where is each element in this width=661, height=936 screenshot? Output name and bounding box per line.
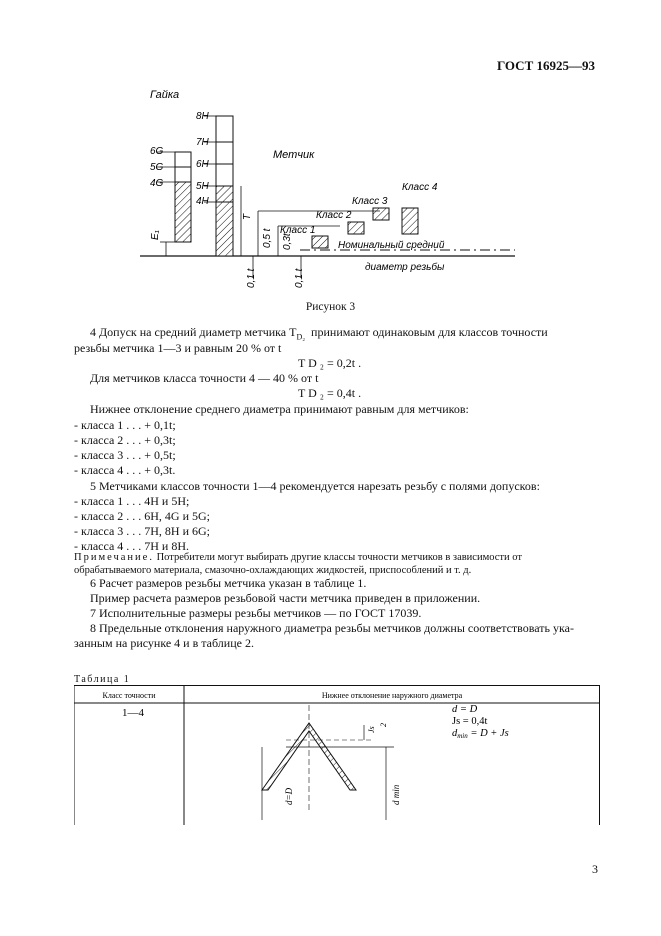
para-6b: Пример расчета размеров резьбовой части метчика приведен в приложении. <box>90 591 481 605</box>
label-nominal-1: Номинальный средний <box>338 240 445 251</box>
label-4h: 4H <box>196 196 209 207</box>
para-7: 7 Исполнительные размеры резьбы метчиков — по ГОСТ 17039. <box>90 606 422 620</box>
list1-item: - класса 3 . . . + 0,5t; <box>74 448 176 462</box>
label-tap: Метчик <box>273 149 315 161</box>
profile-label-d: d=D <box>284 787 294 805</box>
list2-item: - класса 4 . . . 7H и 8H. <box>74 539 190 553</box>
label-8h: 8H <box>196 111 209 122</box>
formula-1: T D ₂ = 0,2t . <box>298 356 362 370</box>
table-header-deviation: Нижнее отклонение наружного диаметра <box>321 691 463 700</box>
para-4-line4: Нижнее отклонение среднего диаметра принимают равным для метчиков: <box>90 402 469 416</box>
label-nominal-2: диаметр резьбы <box>365 262 445 273</box>
table-1 <box>74 685 600 825</box>
label-5g: 5G <box>150 162 164 173</box>
document-header: ГОСТ 16925—93 <box>496 58 595 73</box>
list1-item: - класса 1 . . . + 0,1t; <box>74 418 176 432</box>
list2-item: - класса 3 . . . 7H, 8H и 6G; <box>74 524 211 538</box>
label-class4: Класс 4 <box>402 182 438 193</box>
list1-item: - класса 4 . . . + 0,3t. <box>74 463 176 477</box>
label-class2: Класс 2 <box>316 210 352 221</box>
label-class1: Класс 1 <box>280 225 316 236</box>
formula-2: T D ₂ = 0,4t . <box>298 386 362 400</box>
label-0-5t: 0,5 t <box>262 228 273 248</box>
note-heading: Примечание. <box>74 552 154 563</box>
note: Примечание. Потребители могут выбирать другие классы точности метчиков в зависимости от обрабатываемого материала, смазочно-охлаждающих жидкостей, приспособлений и т. д. <box>74 552 522 576</box>
label-0-1t-right: 0,1 t <box>294 268 305 288</box>
label-5h: 5H <box>196 181 209 192</box>
para-4-line1: 4 Допуск на средний диаметр метчика $T_{D_2}$ принимают одинаковым для классов точности <box>90 325 548 342</box>
table-formula-3: dmin = D + Js <box>452 728 509 740</box>
label-7h: 7H <box>196 137 209 148</box>
label-6h: 6H <box>196 159 209 170</box>
para-8-line2: занным на рисунке 4 и в таблице 2. <box>74 636 254 650</box>
para-4-line3: Для метчиков класса точности 4 — 40 % от t <box>90 371 319 385</box>
table-header-class: Класс точности <box>102 691 156 700</box>
table-formula-1: d = D <box>452 704 478 715</box>
page-number: 3 <box>592 862 598 876</box>
label-e1: E₁ <box>150 230 161 240</box>
para-6: 6 Расчет размеров резьбы метчика указан в таблице 1. <box>90 576 367 590</box>
list2-item: - класса 2 . . . 6H, 4G и 5G; <box>74 509 211 523</box>
para-4-line2: резьбы метчика 1—3 и равным 20 % от t <box>74 341 282 355</box>
label-6g: 6G <box>150 146 164 157</box>
figure-3 <box>120 78 520 293</box>
list1-item: - класса 2 . . . + 0,3t; <box>74 433 176 447</box>
label-0-3t: 0,3t <box>282 233 293 250</box>
label-0-1t-left: 0,1 t <box>246 268 257 288</box>
profile-label-dmin: d min <box>391 784 401 805</box>
list2-item: - класса 1 . . . 4H и 5H; <box>74 494 190 508</box>
table-cell-class: 1—4 <box>122 707 144 719</box>
label-nut: Гайка <box>150 89 180 101</box>
para-5: 5 Метчиками классов точности 1—4 рекомендуется нарезать резьбу с полями допусков: <box>90 479 540 493</box>
table-formula-2: Js = 0,4t <box>452 716 488 727</box>
profile-label-js: Js <box>367 726 376 733</box>
figure-caption: Рисунок 3 <box>305 301 356 313</box>
table-title: Таблица 1 <box>74 674 131 685</box>
label-class3: Класс 3 <box>352 196 388 207</box>
label-t: T <box>242 213 253 220</box>
para-8-line1: 8 Предельные отклонения наружного диаметра резьбы метчиков должны соответствовать ука- <box>90 621 574 635</box>
label-4g: 4G <box>150 178 164 189</box>
profile-label-2: 2 <box>379 723 388 727</box>
